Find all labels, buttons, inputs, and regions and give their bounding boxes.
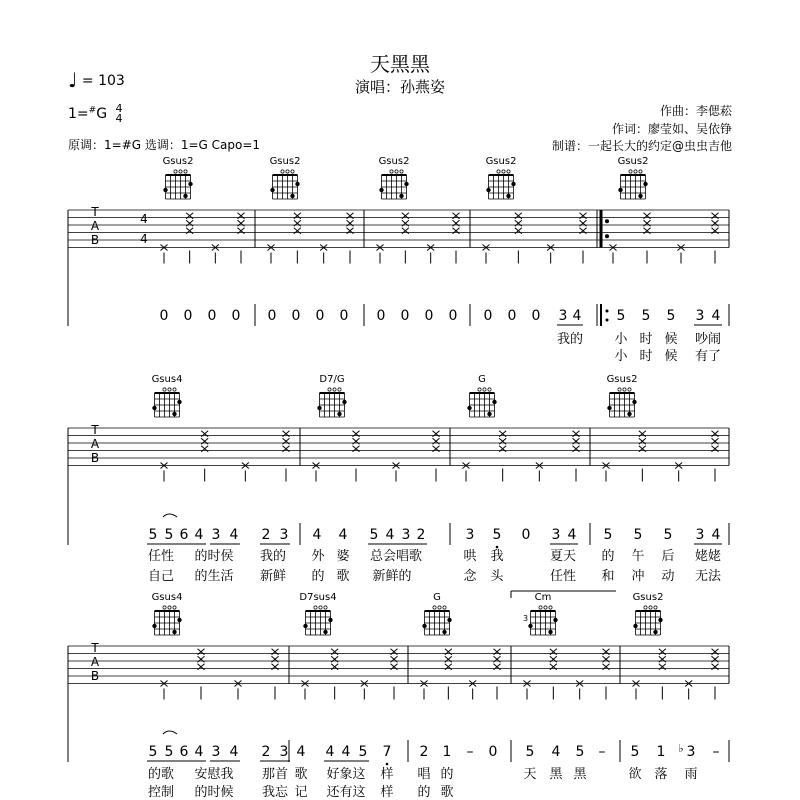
open-string-mark — [623, 388, 626, 391]
notation-note: 5 — [641, 308, 651, 324]
notation-note: 4 — [338, 527, 348, 543]
open-string-mark — [507, 170, 510, 173]
chord-name: Cm — [534, 592, 552, 603]
open-string-mark — [539, 606, 542, 609]
open-string-mark — [634, 170, 637, 173]
tempo-value: = 103 — [81, 73, 125, 89]
notation-note: 3 — [551, 527, 561, 543]
chord-name: D7sus4 — [299, 592, 337, 603]
open-string-mark — [179, 170, 182, 173]
notation-note: – — [712, 744, 720, 760]
notation-note: 0 — [291, 308, 301, 324]
finger-dot — [317, 406, 321, 410]
open-string-mark — [628, 388, 631, 391]
finger-dot — [323, 630, 327, 634]
finger-dot — [467, 406, 471, 410]
notation-note: 4 — [325, 744, 335, 760]
notation-note: 5 — [575, 744, 585, 760]
notation-note: 4 — [567, 527, 577, 543]
lyric-verse-1: 候 — [664, 332, 678, 347]
notation-note: 0 — [521, 527, 531, 543]
notation-note: 0 — [183, 308, 193, 324]
notation-note: 5 — [630, 744, 640, 760]
notation-note: 4 — [194, 744, 204, 760]
notation-note: 2 — [261, 527, 271, 543]
finger-dot — [638, 194, 642, 198]
open-string-mark — [319, 606, 322, 609]
lyric-verse-1: 歌 — [294, 767, 308, 782]
lyric-verse-1: 落 — [654, 767, 668, 782]
key-sharp: # — [88, 105, 97, 116]
tab-letter: B — [90, 451, 100, 465]
lyric-verse-2: 时 — [639, 349, 653, 364]
open-string-mark — [483, 388, 486, 391]
lyricist-credit: 作词：廖莹如、吴依铮 — [611, 122, 732, 136]
time-signature: 4 4 — [115, 102, 123, 125]
open-string-mark — [163, 606, 166, 609]
notation-note: 4 — [296, 744, 306, 760]
octave-dot — [386, 763, 389, 766]
open-string-mark — [314, 606, 317, 609]
open-string-mark — [286, 170, 289, 173]
lyric-verse-1: 那首 — [261, 767, 289, 782]
lyric-verse-1: 我的 — [259, 549, 287, 564]
lyric-verse-1: 哄 — [463, 549, 477, 564]
open-string-mark — [184, 170, 187, 173]
finger-dot — [447, 618, 451, 622]
open-string-mark — [400, 170, 403, 173]
notation-note: 0 — [531, 308, 541, 324]
finger-dot — [627, 412, 631, 416]
lyric-verse-2: 记 — [294, 785, 308, 800]
lyric-verse-2: 样 — [380, 785, 394, 800]
lyric-verse-1: 安慰我 — [194, 767, 234, 782]
notation-note: 4 — [229, 527, 239, 543]
notation-note: 4 — [312, 527, 322, 543]
notation-note: 3 — [401, 527, 411, 543]
lyric-verse-2: 我忘 — [261, 785, 289, 800]
lyric-verse-2: 自己 — [147, 569, 175, 584]
notation-note: – — [598, 744, 606, 760]
lyric-verse-2: 新鲜的 — [372, 569, 412, 584]
chord-name: Gsus2 — [162, 156, 194, 167]
chord-name: D7/G — [319, 374, 345, 385]
lyric-verse-2: 有了 — [694, 349, 722, 364]
finger-dot — [486, 188, 490, 192]
chord-name: Gsus2 — [269, 156, 301, 167]
slur — [163, 514, 177, 517]
finger-dot — [270, 188, 274, 192]
singer-credit: 演唱：孙燕姿 — [354, 78, 445, 96]
notation-note: 2 — [261, 744, 271, 760]
finger-dot — [643, 182, 647, 186]
lyric-verse-2: 和 — [601, 569, 615, 584]
finger-dot — [183, 194, 187, 198]
notation-note: 3 — [211, 744, 221, 760]
lyric-verse-2: 动 — [661, 569, 675, 584]
chord-name: Gsus2 — [606, 374, 638, 385]
tab-letter: A — [90, 437, 100, 451]
open-string-mark — [168, 606, 171, 609]
finger-dot — [399, 194, 403, 198]
finger-dot — [152, 406, 156, 410]
finger-dot — [548, 630, 552, 634]
finger-dot — [172, 412, 176, 416]
tab-letter: A — [90, 219, 100, 233]
lyric-verse-1: 时 — [639, 332, 653, 347]
finger-dot — [422, 624, 426, 628]
repeat-dot — [606, 310, 609, 313]
notation-note: 4 — [229, 744, 239, 760]
open-string-mark — [173, 388, 176, 391]
lyric-verse-2: 的生活 — [194, 569, 234, 584]
open-string-mark — [328, 388, 331, 391]
lyric-verse-1: 姥姥 — [694, 549, 722, 564]
key-prefix: 1= — [68, 106, 89, 122]
notation-note: 4 — [572, 308, 582, 324]
lyric-verse-2: 歌 — [440, 785, 454, 800]
open-string-mark — [488, 388, 491, 391]
lyric-verse-1: 黑 — [549, 767, 563, 782]
tab-letter: T — [91, 641, 99, 655]
notation-note: 4 — [194, 527, 204, 543]
notation-note: 2 — [416, 527, 426, 543]
notation-note: 0 — [159, 308, 169, 324]
notation-note: 0 — [400, 308, 410, 324]
lyric-verse-2: 的 — [417, 785, 431, 800]
tab-time-signature: 4 — [140, 212, 148, 226]
open-string-mark — [291, 170, 294, 173]
chord-fret-number: 3 — [522, 614, 529, 623]
notation-note: 5 — [666, 308, 676, 324]
open-string-mark — [333, 388, 336, 391]
finger-dot — [492, 400, 496, 404]
notation-note: 5 — [492, 527, 502, 543]
lyric-verse-1: 的歌 — [147, 767, 175, 782]
lyric-verse-1: 的时侯 — [194, 549, 234, 564]
repeat-dot — [605, 234, 609, 238]
lyric-verse-1: 婆 — [336, 549, 350, 564]
notation-note: 5 — [164, 527, 174, 543]
finger-dot — [337, 412, 341, 416]
notation-note: 3 — [695, 308, 705, 324]
notation-note: 5 — [663, 527, 673, 543]
open-string-mark — [544, 606, 547, 609]
notation-note: 5 — [616, 308, 626, 324]
notation-note: 6 — [179, 527, 189, 543]
notation-note: 0 — [315, 308, 325, 324]
chord-name: Gsus4 — [151, 374, 183, 385]
lyric-verse-1: 我的 — [556, 332, 584, 347]
notation-note: 0 — [448, 308, 458, 324]
notation-note: 0 — [207, 308, 217, 324]
open-string-mark — [390, 170, 393, 173]
finger-dot — [328, 618, 332, 622]
notation-note: 3 — [686, 744, 696, 760]
slur — [163, 731, 177, 734]
finger-dot — [653, 630, 657, 634]
lyric-verse-1: 唱 — [417, 767, 431, 782]
finger-dot — [633, 624, 637, 628]
lyric-verse-2: 控制 — [147, 785, 175, 800]
open-string-mark — [443, 606, 446, 609]
finger-dot — [511, 182, 515, 186]
notation-note: 1 — [442, 744, 452, 760]
finger-dot — [658, 618, 662, 622]
chord-name: Gsus2 — [632, 592, 664, 603]
lyric-verse-1: 吵闹 — [694, 332, 722, 347]
notation-note: 0 — [488, 744, 498, 760]
finger-dot — [618, 188, 622, 192]
open-string-mark — [639, 170, 642, 173]
key-note: G — [96, 106, 108, 122]
lyric-verse-1: 天 — [523, 767, 537, 782]
lyric-verse-2: 小 — [614, 349, 628, 364]
notation-note: 4 — [551, 744, 561, 760]
notation-note: 7 — [382, 744, 392, 760]
open-string-mark — [433, 606, 436, 609]
notation-note: 0 — [507, 308, 517, 324]
notation-note: 3 — [279, 527, 289, 543]
notation-note: 3 — [465, 527, 475, 543]
open-string-mark — [174, 170, 177, 173]
lyric-verse-2: 头 — [490, 569, 504, 584]
open-string-mark — [163, 388, 166, 391]
tab-letter: T — [91, 423, 99, 437]
lyric-verse-1: 后 — [661, 549, 675, 564]
open-string-mark — [549, 606, 552, 609]
lyric-verse-2: 无法 — [694, 569, 722, 584]
lyric-verse-2: 的时候 — [194, 785, 234, 800]
chord-name: Gsus4 — [151, 592, 183, 603]
notation-note: 0 — [483, 308, 493, 324]
flat-icon: ♭ — [678, 742, 684, 755]
lyric-verse-1: 午 — [631, 549, 645, 564]
lyric-verse-1: 样 — [380, 767, 394, 782]
notation-note: 2 — [419, 744, 429, 760]
repeat-dot — [606, 319, 609, 322]
song-title: 天黑黑 — [370, 52, 430, 76]
notation-note: 5 — [164, 744, 174, 760]
lyric-verse-2: 歌 — [336, 569, 350, 584]
notation-note: 3 — [695, 527, 705, 543]
lyric-verse-1: 欲 — [628, 767, 642, 782]
lyric-verse-2: 念 — [463, 569, 477, 584]
composer-credit: 作曲：李偲菘 — [659, 104, 732, 118]
notation-note: 4 — [711, 527, 721, 543]
finger-dot — [163, 188, 167, 192]
lyric-verse-2: 还有这 — [326, 785, 366, 800]
tab-time-signature: 4 — [140, 232, 148, 246]
open-string-mark — [168, 388, 171, 391]
finger-dot — [177, 618, 181, 622]
finger-dot — [177, 400, 181, 404]
arranger-credit: 制谱：一起长大的约定@虫虫吉他 — [551, 139, 732, 153]
notation-note: 0 — [376, 308, 386, 324]
notation-note: 3 — [279, 744, 289, 760]
lyric-verse-1: 好象这 — [326, 767, 366, 782]
key-info: 原调：1=#G 选调：1=G Capo=1 — [68, 138, 261, 152]
notation-note: 0 — [339, 308, 349, 324]
notation-note: 5 — [358, 744, 368, 760]
finger-dot — [290, 194, 294, 198]
finger-dot — [379, 188, 383, 192]
finger-dot — [442, 630, 446, 634]
octave-dot — [496, 546, 499, 549]
open-string-mark — [497, 170, 500, 173]
finger-dot — [172, 630, 176, 634]
notation-note: – — [466, 744, 474, 760]
lyric-verse-2: 新鲜 — [259, 569, 287, 584]
open-string-mark — [649, 606, 652, 609]
lyric-verse-2: 候 — [664, 349, 678, 364]
lyric-verse-1: 黑 — [573, 767, 587, 782]
tab-letter: B — [90, 669, 100, 683]
chord-name: Gsus2 — [378, 156, 410, 167]
repeat-dot — [605, 219, 609, 223]
notation-note: 0 — [424, 308, 434, 324]
lyric-verse-1: 我 — [490, 549, 504, 564]
finger-dot — [152, 624, 156, 628]
chord-name: G — [478, 374, 486, 385]
open-string-mark — [618, 388, 621, 391]
open-string-mark — [654, 606, 657, 609]
notation-note: 4 — [385, 527, 395, 543]
chord-name: Gsus2 — [485, 156, 517, 167]
notation-note: 5 — [148, 527, 158, 543]
open-string-mark — [502, 170, 505, 173]
lyric-verse-1: 外 — [311, 549, 325, 564]
tab-letter: A — [90, 655, 100, 669]
finger-dot — [632, 400, 636, 404]
lyric-verse-1: 的 — [601, 549, 615, 564]
finger-dot — [528, 624, 532, 628]
open-string-mark — [438, 606, 441, 609]
quarter-note-icon: ♩ — [68, 68, 78, 92]
tab-letter: T — [91, 205, 99, 219]
open-string-mark — [324, 606, 327, 609]
tab-letter: B — [90, 233, 100, 247]
finger-dot — [295, 182, 299, 186]
chord-name: G — [433, 592, 441, 603]
notation-note: 4 — [711, 308, 721, 324]
notation-note: 4 — [341, 744, 351, 760]
notation-note: 5 — [603, 527, 613, 543]
chord-name: Gsus2 — [617, 156, 649, 167]
notation-note: 5 — [148, 744, 158, 760]
open-string-mark — [338, 388, 341, 391]
open-string-mark — [281, 170, 284, 173]
open-string-mark — [395, 170, 398, 173]
lyric-verse-1: 小 — [614, 332, 628, 347]
finger-dot — [506, 194, 510, 198]
open-string-mark — [629, 170, 632, 173]
notation-note: 3 — [211, 527, 221, 543]
lyric-verse-1: 的 — [440, 767, 454, 782]
notation-note: 5 — [525, 744, 535, 760]
finger-dot — [342, 400, 346, 404]
notation-note: 3 — [558, 308, 568, 324]
finger-dot — [487, 412, 491, 416]
notation-note: 0 — [267, 308, 277, 324]
finger-dot — [607, 406, 611, 410]
lyric-verse-1: 夏天 — [549, 549, 577, 564]
finger-dot — [188, 182, 192, 186]
open-string-mark — [644, 606, 647, 609]
lyric-verse-1: 任性 — [147, 549, 175, 564]
finger-dot — [404, 182, 408, 186]
finger-dot — [303, 624, 307, 628]
lyric-verse-1: 雨 — [684, 767, 698, 782]
lyric-verse-1: 总会唱歌 — [369, 549, 423, 564]
notation-note: 5 — [633, 527, 643, 543]
open-string-mark — [173, 606, 176, 609]
open-string-mark — [478, 388, 481, 391]
notation-note: 1 — [656, 744, 666, 760]
finger-dot — [553, 618, 557, 622]
notation-note: 6 — [179, 744, 189, 760]
notation-note: 0 — [231, 308, 241, 324]
lyric-verse-2: 冲 — [631, 569, 645, 584]
lyric-verse-2: 任性 — [549, 569, 577, 584]
notation-note: 5 — [369, 527, 379, 543]
lyric-verse-2: 的 — [311, 569, 325, 584]
